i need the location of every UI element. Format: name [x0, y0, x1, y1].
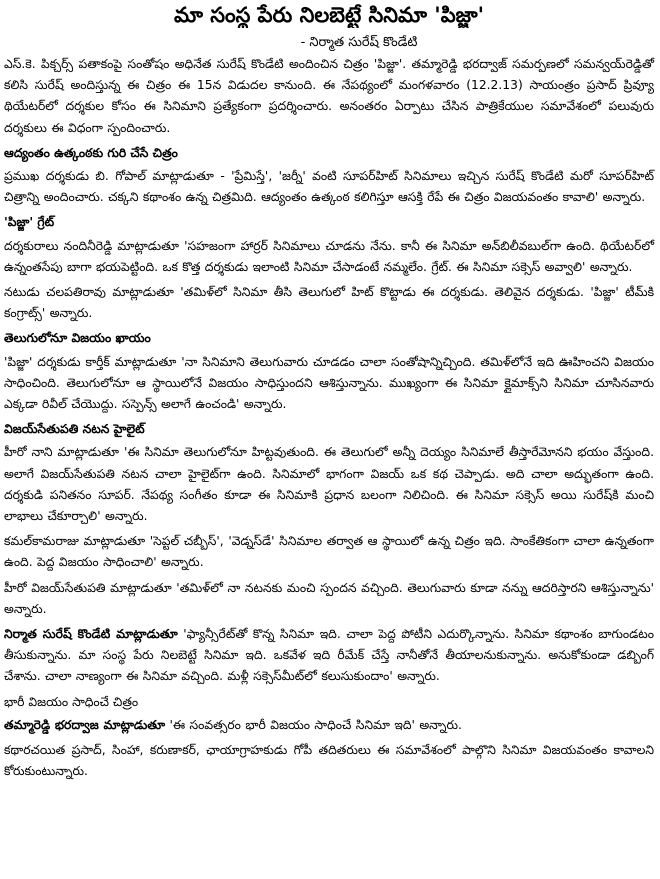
section-4-paragraph-3: హీరో విజయ్‌సేతుపతి మాట్లాడుతూ 'తమిళ్‌లో నా నటనకు మంచి స్పందన వచ్చింది. తెలుగువారు కూడా నన్ను ఆదరిస్తారని ఆశిస్తున్నాను' అన్నారు.: [4, 580, 654, 616]
section-4-paragraph-1: హీరో నాని మాట్లాడుతూ 'ఈ సినిమా తెలుగులోనూ హిట్టవుతుంది. ఈ తెలుగులో అన్నీ దెయ్యం సినిమాలే తీస్తారేమోనని భయం వేస్తుంది. అలాగే విజయ్‌సేతుపతి నటన చాలా హైలైట్‌గా ఉంది. సినిమాలో భాగంగా విజయ్ ఒక కథ చెప్పాడు. అది చాలా అద్భుతంగా ఉంది. దర్శకుడి పనితనం సూపర్. నేపథ్య సంగీతం కూడా ఈ సినిమాకి ప్రధాన బలంగా నిలిచింది. ఈ సినిమా సక్సెస్ అయి సురేష్‌కి మంచి లాభాలు చేకూర్చాలి' అన్నారు.: [4, 445, 654, 524]
section-2-paragraph-1: దర్శకురాలు నందినీరెడ్డి మాట్లాడుతూ 'సహజంగా హార్రర్ సినిమాలు చూడను నేను. కానీ ఈ సినిమా అన్‌బిలీవబుల్‌గా ఉంది. థియేటర్‌లో ఉన్నంతసేపు బాగా భయపెట్టింది. ఒక కొత్త దర్శకుడు ఇలాంటి సినిమా చేసాడంటే నమ్మలేం. గ్రేట్. ఈ సినిమా సక్సెస్ అవ్వాలి' అన్నారు.: [4, 238, 654, 274]
closing-heading: భారీ విజయం సాధించే చిత్రం: [4, 694, 139, 709]
section-heading-1: ఆద్యంతం ఉత్కంఠకు గురి చేసే చిత్రం: [4, 145, 178, 160]
closing-text: 'ఈ సంవత్సరం భారీ విజయం సాధించే సినిమా ఇది' అన్నారు.: [165, 717, 462, 732]
article-title: మా సంస్థ పేరు నిలబెట్టే సినిమా 'పిజ్జా': [173, 3, 485, 27]
closing-paragraph: [4, 715, 654, 736]
article-byline: - నిర్మాత సురేష్ కొండేటి: [300, 35, 418, 50]
producer-lead: నిర్మాత సురేష్ కొండేటి మాట్లాడుతూ: [4, 627, 178, 642]
producer-paragraph: [4, 624, 654, 688]
section-heading-2: 'పిజ్జా' గ్రేట్: [4, 215, 55, 230]
section-1-paragraph-1: ప్రముఖ దర్శకుడు బి. గోపాల్ మాట్లాడుతూ - 'ప్రేమిస్తే', 'జర్నీ' వంటి సూపర్‌హిట్ సినిమాలు ఇచ్చిన సురేష్ కొండేటి మరో సూపర్‌హిట్ చిత్రాన్ని అందించారు. చక్కని కథాంశం ఉన్న చిత్రమిది. ఆద్యంతం ఉత్కంఠ కలిగిస్తూ ఆసక్తి రేపే ఈ చిత్రం విజయవంతం కావాలి' అన్నారు.: [4, 169, 654, 205]
section-2-paragraph-2: నటుడు చలపతిరావు మాట్లాడుతూ 'తమిళ్‌లో సినిమా తీసి తెలుగులో హిట్ కొట్టాడు ఈ దర్శకుడు. తెలివైన దర్శకుడు. 'పిజ్జా' టీమ్‌కి కంగ్రాట్స్' అన్నారు.: [4, 285, 654, 321]
section-4-paragraph-2: కమల్‌కామరాజు మాట్లాడుతూ 'సెప్టల్ చబ్బీస్', 'వెడ్నస్‌డే' సినిమాల తర్వాత ఆ స్థాయిలో ఉన్న చిత్రం ఇది. సాంకేతికంగా చాలా ఉన్నతంగా ఉంది. పెద్ద విజయం సాధించాలి' అన్నారు.: [4, 534, 654, 570]
section-heading-4: విజయ్‌సేతుపతి నటన హైలైట్: [4, 422, 145, 437]
intro-paragraph: ఎస్.కె. పిక్చర్స్ పతాకంపై సంతోషం అధినేత సురేష్ కొండేటి అందించిన చిత్రం 'పిజ్జా'. తమ్మారెడ్డి భరద్వాజ్ సమర్పణలో సమన్వయ్‌రెడ్డితో కలిసి సురేష్ అందిస్తున్న ఈ చిత్రం ఈ 15న విడుదల కానుంది. ఈ నేపథ్యంలో మంగళవారం (12.2.13) సాయంత్రం ప్రసాద్ ప్రివ్యూ థియేటర్‌లో దర్శకుల కోసం ఈ సినిమాని ప్రత్యేకంగా ప్రదర్శించారు. అనంతరం ఏర్పాటు చేసిన పాత్రికేయుల సమావేశంలో పలువురు దర్శకులు ఈ విధంగా స్పందించారు.: [4, 57, 654, 135]
final-paragraph: కథారచయిత ప్రసాద్, సింహా, కరుణాకర్, ఛాయాగ్రాహకుడు గోపీ తదితరులు ఈ సమావేశంలో పాల్గొని సినిమా విజయవంతం కావాలని కోరుకుంటున్నారు.: [4, 743, 654, 779]
section-heading-3: తెలుగులోనూ విజయం ఖాయం: [4, 331, 151, 346]
section-3-paragraph-1: 'పిజ్జా' దర్శకుడు కార్తీక్ మాట్లాడుతూ 'నా సినిమాని తెలుగువారు చూడడం చాలా సంతోషాన్నిచ్చింది. తమిళ్‌లోనే ఇది ఊహించని విజయం సాధించింది. తెలుగులోనూ ఆ స్థాయిలోనే విజయం సాధిస్తుందని ఆశిస్తున్నాను. ముఖ్యంగా ఈ సినిమా క్లైమాక్స్‌ని సినిమా చూసినవారు ఎక్కడా రివీల్ చేయొద్దు. సస్పెన్స్ అలాగే ఉంచండి' అన్నారు.: [4, 354, 654, 412]
producer-text: 'ఫ్యాన్సీరేట్‌తో కొన్న సినిమా ఇది. చాలా పెద్ద పోటీని ఎదుర్కొన్నాను. సినిమా కథాంశం బాగుండటం తీసుకున్నాను. మా సంస్థ పేరు నిలబెట్టే సినిమా ఇది. ఒకవేళ ఇది రీమేక్ చేస్తే నానీతోనే తీయాలనుకున్నాను. అనుకోకుండా డబ్బింగ్ చేశాను. చాలా నాణ్యంగా ఈ సినిమా వచ్చింది. మళ్లీ సక్సెస్‌మీట్‌లో కలుసుకుందాం' అన్నారు.: [4, 627, 654, 684]
closing-lead: తమ్మారెడ్డి భరద్వాజ మాట్లాడుతూ: [4, 717, 166, 732]
